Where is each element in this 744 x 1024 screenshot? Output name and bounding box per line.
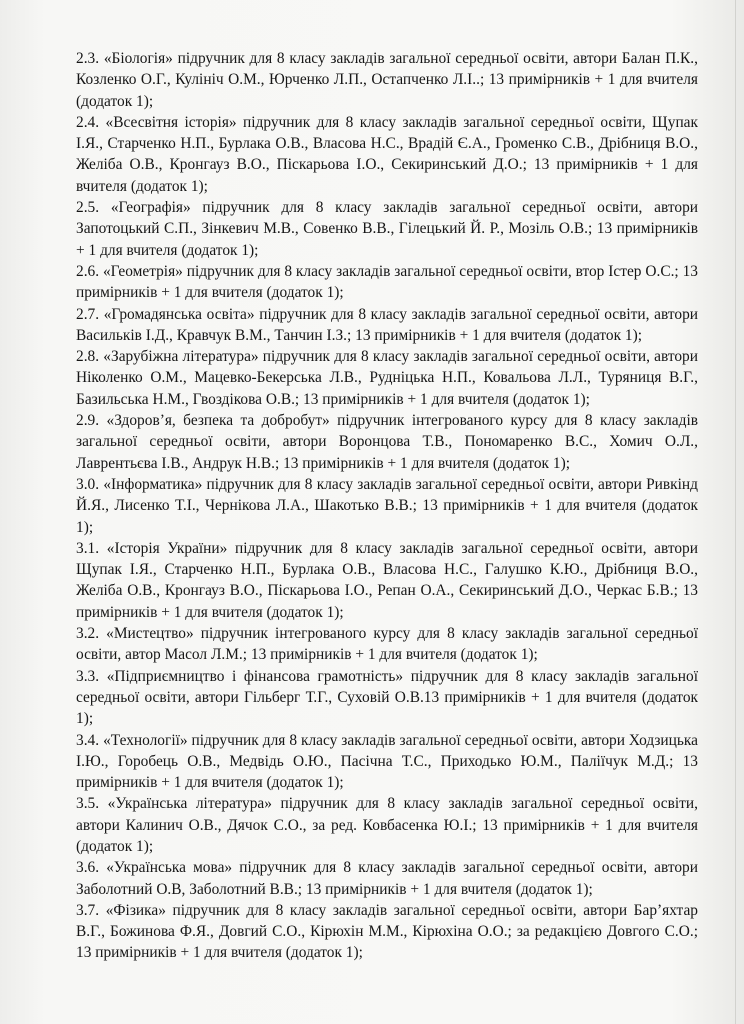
page-edge	[735, 0, 736, 1024]
list-item-3-6: 3.6. «Українська мова» підручник для 8 класу закладів загальної середньої освіти, автори Заболотний О.В, Заболотний В.В.; 13 примірників + 1 для вчителя (додаток 1);	[76, 859, 698, 898]
list-item-2-7: 2.7. «Громадянська освіта» підручник для 8 класу закладів загальної середньої освіти, автори Васильків І.Д., Кравчук В.М., Танчин І.З.; 13 примірників + 1 для вчителя (додаток 1);	[76, 305, 698, 344]
list-item-3-7: 3.7. «Фізика» підручник для 8 класу закладів загальної середньої освіти, автори Бар’яхтар В.Г., Божинова Ф.Я., Довгий С.О., Кірюхін М.М., Кірюхіна О.О.; за редакцією Довгого С.О.; 13 примірників + 1 для вчителя (додаток 1);	[76, 901, 698, 962]
list-item-2-6: 2.6. «Геометрія» підручник для 8 класу закладів загальної середньої освіти, втор Істер О.С.; 13 примірників + 1 для вчителя (додаток 1);	[76, 262, 698, 302]
list-item-3-0: 3.0. «Інформатика» підручник для 8 класу закладів загальної середньої освіти, автори Ривкінд Й.Я., Лисенко Т.І., Чернікова Л.А., Шакотько В.В.; 13 примірників + 1 для вчителя (додаток 1);	[76, 475, 698, 536]
list-item-2-3: 2.3. «Біологія» підручник для 8 класу закладів загальної середньої освіти, автори Балан П.К., Козленко О.Г., Кулініч О.М., Юрченко Л.П., Остапченко Л.І..; 13 примірників + 1 для вчителя (додаток 1);	[76, 50, 698, 110]
list-item-3-2: 3.2. «Мистецтво» підручник інтегрованого курсу для 8 класу закладів загальної середньої освіти, автор Масол Л.М.; 13 примірників + 1 для вчителя (додаток 1);	[76, 625, 698, 664]
list-item-2-5: 2.5. «Географія» підручник для 8 класу закладів загальної середньої освіти, автори Запотоцький С.П., Зінкевич М.В., Совенко В.В., Гілецький Й. Р., Мозіль О.В.; 13 примірників + 1 для вчителя (додаток 1);	[76, 199, 698, 259]
document-body	[76, 48, 698, 964]
list-item-3-5: 3.5. «Українська література» підручник для 8 класу закладів загальної середньої освіти, автори Калинич О.В., Дячок С.О., за ред. Ковбасенка Ю.І.; 13 примірників + 1 для вчителя (додаток 1);	[76, 795, 698, 855]
list-item-2-9: 2.9. «Здоров’я, безпека та добробут» підручник інтегрованого курсу для 8 класу закладів загальної середньої освіти, автори Воронцова Т.В., Пономаренко В.С., Хомич О.Л., Лаврентьєва І.В., Андрук Н.В.; 13 примірників + 1 для вчителя (додаток 1);	[76, 412, 698, 472]
list-item-3-1: 3.1. «Історія України» підручник для 8 класу закладів загальної середньої освіти, автори Щупак І.Я., Старченко Н.П., Бурлака О.В., Власова Н.С., Галушко К.Ю., Дрібниця В.О., Желіба О.В., Кронгауз В.О., Піскарьова І.О., Репан О.А., Секиринський Д.О., Черкас Б.В.; 13 примірників + 1 для вчителя (додаток 1);	[76, 539, 698, 621]
list-item-3-3: 3.3. «Підприємництво і фінансова грамотність» підручник для 8 класу закладів загальної середньої освіти, автори Гільберг Т.Г., Суховій О.В.13 примірників + 1 для вчителя (додаток 1);	[76, 667, 698, 728]
list-item-2-8: 2.8. «Зарубіжна література» підручник для 8 класу закладів загальної середньої освіти, автори Ніколенко О.М., Мацевко-Бекерська Л.В., Рудніцька Н.П., Ковальова Л.Л., Туряниця В.Г., Базильська Н.М., Гвоздікова О.В.; 13 примірників + 1 для вчителя (додаток 1);	[76, 348, 698, 408]
list-item-3-4: 3.4. «Технології» підручник для 8 класу закладів загальної середньої освіти, автори Ходзицька І.Ю., Горобець О.В., Медвідь О.Ю., Пасічна Т.С., Приходько Ю.М., Паліїчук М.Д.; 13 примірників + 1 для вчителя (додаток 1);	[76, 731, 698, 792]
list-item-2-4: 2.4. «Всесвітня історія» підручник для 8 класу закладів загальної середньої освіти, Щупак І.Я., Старченко Н.П., Бурлака О.В., Власова Н.С., Врадій Є.А., Громенко С.В., Дрібниця В.О., Желіба О.В., Кронгауз В.О., Піскарьова І.О., Секиринський Д.О.; 13 примірників + 1 для вчителя (додаток 1);	[76, 113, 698, 195]
